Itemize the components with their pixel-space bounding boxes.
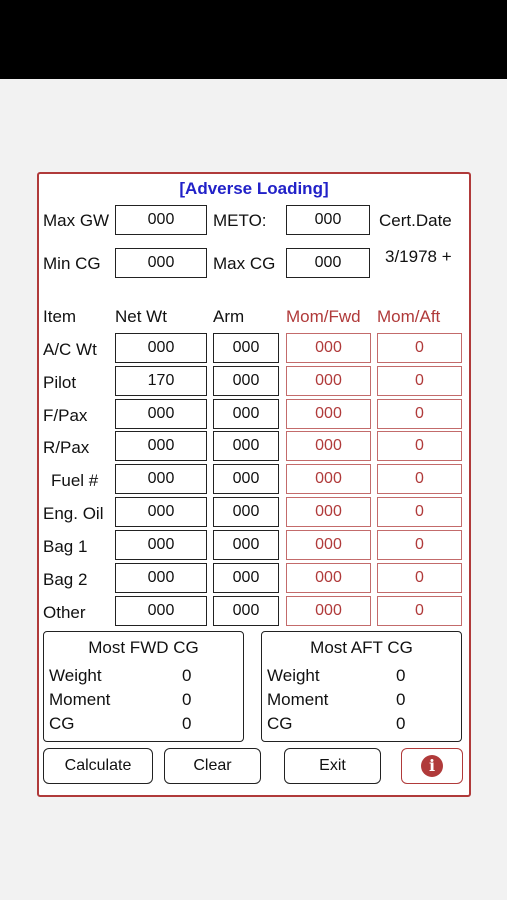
aft-moment-label: Moment: [267, 690, 329, 709]
arm-input[interactable]: 000: [213, 530, 279, 560]
meto-input[interactable]: 000: [286, 205, 370, 235]
aft-cg-value: 0: [396, 714, 406, 733]
row-label: Other: [43, 603, 86, 622]
row-label: A/C Wt: [43, 340, 97, 359]
mom-aft-value: 0: [377, 530, 462, 560]
mom-fwd-value: 000: [286, 399, 371, 429]
column-header-arm: Arm: [213, 307, 245, 326]
aft-weight-label: Weight: [267, 666, 320, 685]
min-cg-label: Min CG: [43, 254, 101, 273]
row-label: R/Pax: [43, 438, 90, 457]
arm-input[interactable]: 000: [213, 596, 279, 626]
fwd-weight-label: Weight: [49, 666, 102, 685]
mom-aft-value: 0: [377, 497, 462, 527]
fwd-cg-label: CG: [49, 714, 75, 733]
mom-aft-value: 0: [377, 366, 462, 396]
fwd-weight-value: 0: [182, 666, 192, 685]
max-cg-input[interactable]: 000: [286, 248, 370, 278]
min-cg-input[interactable]: 000: [115, 248, 207, 278]
arm-input[interactable]: 000: [213, 497, 279, 527]
arm-input[interactable]: 000: [213, 366, 279, 396]
max-gw-label: Max GW: [43, 211, 110, 230]
cert-date-value: 3/1978 +: [385, 247, 452, 266]
row-label: Fuel #: [51, 471, 99, 490]
top-status-bar: [0, 0, 507, 79]
aft-weight-value: 0: [396, 666, 406, 685]
most-aft-cg-title: Most AFT CG: [310, 638, 413, 657]
max-gw-input[interactable]: 000: [115, 205, 207, 235]
fwd-cg-value: 0: [182, 714, 192, 733]
fwd-moment-label: Moment: [49, 690, 111, 709]
column-header-mom-aft: Mom/Aft: [377, 307, 441, 326]
net-wt-input[interactable]: 170: [115, 366, 207, 396]
row-label: Bag 2: [43, 570, 88, 589]
column-header-net-wt: Net Wt: [115, 307, 167, 326]
net-wt-input[interactable]: 000: [115, 596, 207, 626]
calculate-button[interactable]: Calculate: [43, 748, 153, 784]
exit-button[interactable]: Exit: [284, 748, 381, 784]
mom-aft-value: 0: [377, 596, 462, 626]
fwd-moment-value: 0: [182, 690, 192, 709]
most-aft-cg-panel: [261, 631, 462, 742]
mom-fwd-value: 000: [286, 464, 371, 494]
mom-fwd-value: 000: [286, 497, 371, 527]
net-wt-input[interactable]: 000: [115, 399, 207, 429]
most-fwd-cg-title: Most FWD CG: [88, 638, 199, 657]
net-wt-input[interactable]: 000: [115, 333, 207, 363]
arm-input[interactable]: 000: [213, 563, 279, 593]
info-icon: i: [421, 755, 443, 777]
mom-fwd-value: 000: [286, 333, 371, 363]
mom-aft-value: 0: [377, 464, 462, 494]
arm-input[interactable]: 000: [213, 399, 279, 429]
net-wt-input[interactable]: 000: [115, 530, 207, 560]
form-title: [Adverse Loading]: [179, 179, 329, 198]
mom-fwd-value: 000: [286, 563, 371, 593]
row-label: Pilot: [43, 373, 77, 392]
aft-moment-value: 0: [396, 690, 406, 709]
mom-fwd-value: 000: [286, 596, 371, 626]
cert-date-label: Cert.Date: [379, 211, 452, 230]
row-label: Eng. Oil: [43, 504, 104, 523]
arm-input[interactable]: 000: [213, 431, 279, 461]
arm-input[interactable]: 000: [213, 333, 279, 363]
mom-fwd-value: 000: [286, 366, 371, 396]
arm-input[interactable]: 000: [213, 464, 279, 494]
net-wt-input[interactable]: 000: [115, 563, 207, 593]
loading-form-card: [37, 172, 471, 797]
net-wt-input[interactable]: 000: [115, 497, 207, 527]
max-cg-label: Max CG: [213, 254, 276, 273]
mom-aft-value: 0: [377, 431, 462, 461]
net-wt-input[interactable]: 000: [115, 464, 207, 494]
mom-fwd-value: 000: [286, 431, 371, 461]
row-label: F/Pax: [43, 406, 88, 425]
net-wt-input[interactable]: 000: [115, 431, 207, 461]
mom-aft-value: 0: [377, 563, 462, 593]
column-header-item: Item: [43, 307, 77, 326]
column-header-mom-fwd: Mom/Fwd: [286, 307, 361, 326]
row-label: Bag 1: [43, 537, 88, 556]
mom-aft-value: 0: [377, 399, 462, 429]
meto-label: METO:: [213, 211, 267, 230]
info-button[interactable]: [401, 748, 463, 784]
most-fwd-cg-panel: [43, 631, 244, 742]
clear-button[interactable]: Clear: [164, 748, 261, 784]
mom-fwd-value: 000: [286, 530, 371, 560]
aft-cg-label: CG: [267, 714, 293, 733]
mom-aft-value: 0: [377, 333, 462, 363]
